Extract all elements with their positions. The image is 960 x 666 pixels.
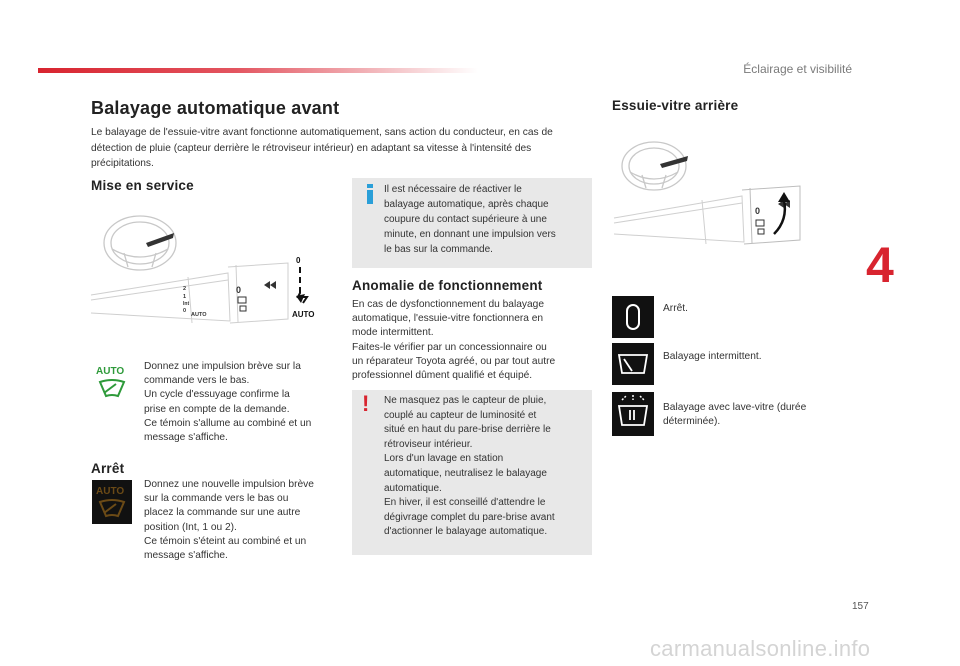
stalk-ring-0: 0 bbox=[236, 285, 242, 295]
stalk-pos-2: 2 bbox=[183, 286, 187, 292]
steering-wheel-icon bbox=[622, 142, 686, 190]
steering-wheel-icon bbox=[104, 216, 176, 270]
intermittent-wipe-icon bbox=[612, 343, 654, 385]
stalk-ring bbox=[742, 186, 800, 244]
info-icon bbox=[362, 184, 378, 204]
rear-wiper-stalk-illustration bbox=[612, 130, 812, 258]
push-top-0: 0 bbox=[296, 256, 301, 265]
rewind-icon bbox=[264, 281, 276, 289]
mise-en-service-heading: Mise en service bbox=[91, 178, 194, 193]
legend-wash-wipe-text: Balayage avec lave-vitre (durée déterminée). bbox=[663, 402, 807, 428]
stalk-pos-1: 1 bbox=[183, 294, 187, 300]
anomalie-heading: Anomalie de fonctionnement bbox=[352, 278, 543, 293]
warning-icon: ! bbox=[362, 391, 370, 416]
push-auto-label: AUTO bbox=[292, 310, 315, 319]
legend-stop-text: Arrêt. bbox=[663, 303, 688, 314]
chapter-number: 4 bbox=[866, 237, 894, 293]
rear-wash-wipe-icon-box bbox=[612, 392, 654, 436]
rear-wiper-heading: Essuie-vitre arrière bbox=[612, 98, 739, 113]
front-wash-icon bbox=[238, 297, 246, 311]
front-wiper-stalk-illustration bbox=[88, 205, 328, 335]
header-accent-bar bbox=[38, 68, 478, 73]
auto-off-icon-label: AUTO bbox=[96, 486, 125, 497]
page-number: 157 bbox=[852, 601, 869, 612]
stalk-body bbox=[614, 196, 744, 244]
mise-en-service-text: Donnez une impulsion brève sur la commande vers le bas. Un cycle d'essuyage confirme la prise en compte de la demande. Ce témoin s'allume au combiné et un message s'affiche. bbox=[144, 361, 312, 444]
stalk-pos-auto: AUTO bbox=[191, 312, 207, 318]
legend-intermittent-text: Balayage intermittent. bbox=[663, 351, 762, 362]
arret-heading: Arrêt bbox=[91, 461, 125, 476]
rear-wash-icon bbox=[756, 220, 764, 234]
warning-text: Ne masquez pas le capteur de pluie, couplé au capteur de luminosité et situé en haut du pare-brise derrière le rétroviseur intérieur. Lors d'un lavage en station automatique, neutralisez le balayage automatique. En hiver, il est conseillé d'attendre le dégivrage complet du pare-brise avant d'actionner le balayage automatique. bbox=[384, 395, 555, 538]
stalk-pos-0: 0 bbox=[183, 308, 187, 314]
rear-intermittent-icon-box bbox=[612, 343, 654, 385]
auto-wipe-on-icon bbox=[92, 362, 132, 404]
anomalie-text: En cas de dysfonctionnement du balayage automatique, l'essuie-vitre fonctionnera en mode intermittent. Faites-le vérifier par un concessionnaire ou un réparateur Toyota agréé, ou par tout autre professionnel dûment qualifié et équipé. bbox=[352, 299, 556, 382]
stalk-tip bbox=[146, 233, 174, 247]
stalk-tip bbox=[660, 156, 688, 168]
intro-paragraph: Le balayage de l'essuie-vitre avant fonctionne automatiquement, sans action du conducteur, en cas de détection de pluie (capteur derrière le rétroviseur intérieur) en adaptant sa vitesse à l'intensité des précipitations. bbox=[91, 127, 553, 170]
auto-wipe-off-icon bbox=[92, 480, 132, 524]
page-title: Balayage automatique avant bbox=[91, 98, 340, 118]
stalk-body bbox=[91, 273, 230, 323]
rear-ring-0: 0 bbox=[755, 206, 761, 216]
stalk-pos-int: Int bbox=[183, 301, 190, 307]
rear-stop-icon-box bbox=[612, 296, 654, 338]
stop-icon bbox=[612, 296, 654, 338]
watermark: carmanualsonline.info bbox=[650, 636, 871, 661]
wash-wipe-icon bbox=[612, 392, 654, 436]
arret-text: Donnez une nouvelle impulsion brève sur la commande vers le bas ou placez la commande sur une autre position (Int, 1 ou 2). Ce témoin s'éteint au combiné et un message s'affiche. bbox=[144, 479, 314, 562]
info-text: Il est nécessaire de réactiver le balayage automatique, après chaque coupure du contact supérieure à une minute, en donnant une impulsion vers le bas sur la commande. bbox=[384, 184, 556, 255]
section-title: Éclairage et visibilité bbox=[743, 62, 852, 76]
auto-icon-label: AUTO bbox=[96, 366, 125, 377]
